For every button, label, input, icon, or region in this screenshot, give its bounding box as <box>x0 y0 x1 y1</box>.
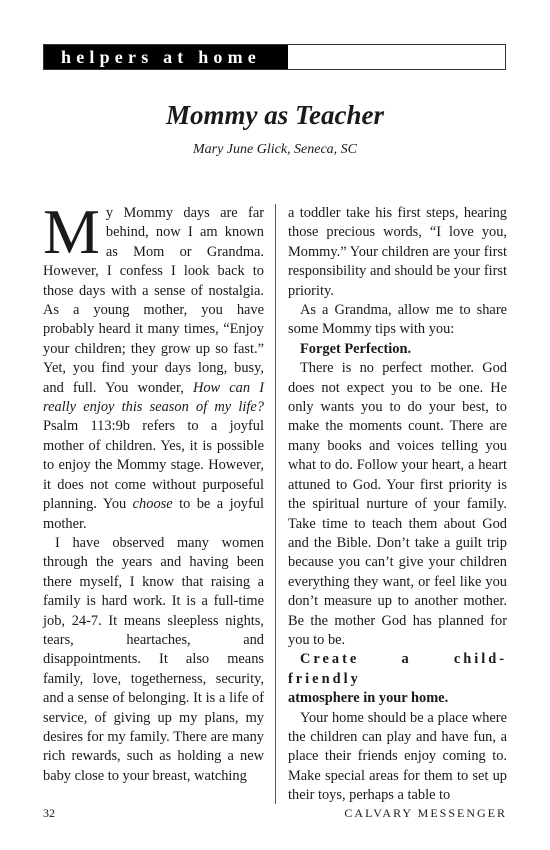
drop-cap: M <box>43 196 100 267</box>
right-paragraph-2: As a Grandma, allow me to share some Mommy tips with you: <box>288 302 507 338</box>
subheading-child-friendly: Create a child-friendly <box>288 651 507 687</box>
article-title: Mommy as Teacher <box>166 100 384 130</box>
column-divider <box>275 204 276 804</box>
article-byline: Mary June Glick, Seneca, SC <box>192 142 358 157</box>
section-header-band <box>43 44 506 70</box>
right-paragraph-4: Your home should be a place where the children can play and have fun, a place their friends enjoy coming to. Make special areas for them to set up their toys, perhaps a table to <box>288 709 507 804</box>
right-column <box>288 204 507 806</box>
subheading-child-friendly-cont: atmosphere in your home. <box>288 690 449 707</box>
left-paragraph-1: My Mommy days are far behind, now I am known as Mom or Grandma. However, I confess I look back to those days with a sense of nostalgia. As a young mother, you have probably heard it many times, “Enjoy your children; they grow up so fast.” Yet, you find your days long, busy, and full. You wonder, How can I really enjoy this season of my life? Psalm 113:9b refers to a joyful mother of children. Yes, it is possible to enjoy the Mommy stage. However, it does not come without purposeful planning. You choose to be a joyful mother. <box>43 196 264 532</box>
right-paragraph-1: a toddler take his first steps, hearing those precious words, “I love you, Mommy.” Your children are your first responsibility and should be your first priority. <box>288 205 507 299</box>
section-tag: helpers at home <box>44 45 288 69</box>
page-number: 32 <box>43 806 55 820</box>
left-column <box>43 196 264 786</box>
left-paragraph-2: I have observed many women through the years and having been there myself, I know that raising a family is hard work. It is a full-time job, 24-7. It means sleepless nights, tears, heartaches, and disappointments. It also means family, love, togetherness, security, and a sense of belonging. It is a life of service, of giving up my plans, my desires for my family. There are many rich rewards, such as holding a new baby close to your breast, watching <box>43 534 264 784</box>
right-paragraph-3: There is no perfect mother. God does not expect you to be one. He only wants you to do your best, to make the moments count. There are many books and voices telling you what to do. Follow your heart, a heart attuned to God. Your first priority is the spiritual nurture of your family. Take time to teach them about God and the Bible. Don’t take a guilt trip because you can’t give your children everything they want, or feel like you don’t measure up to another mother. Be the mother God has planned for you to be. <box>288 360 507 648</box>
subheading-forget-perfection: Forget Perfection. <box>300 340 412 357</box>
publication-name: CALVARY MESSENGER <box>344 806 507 820</box>
